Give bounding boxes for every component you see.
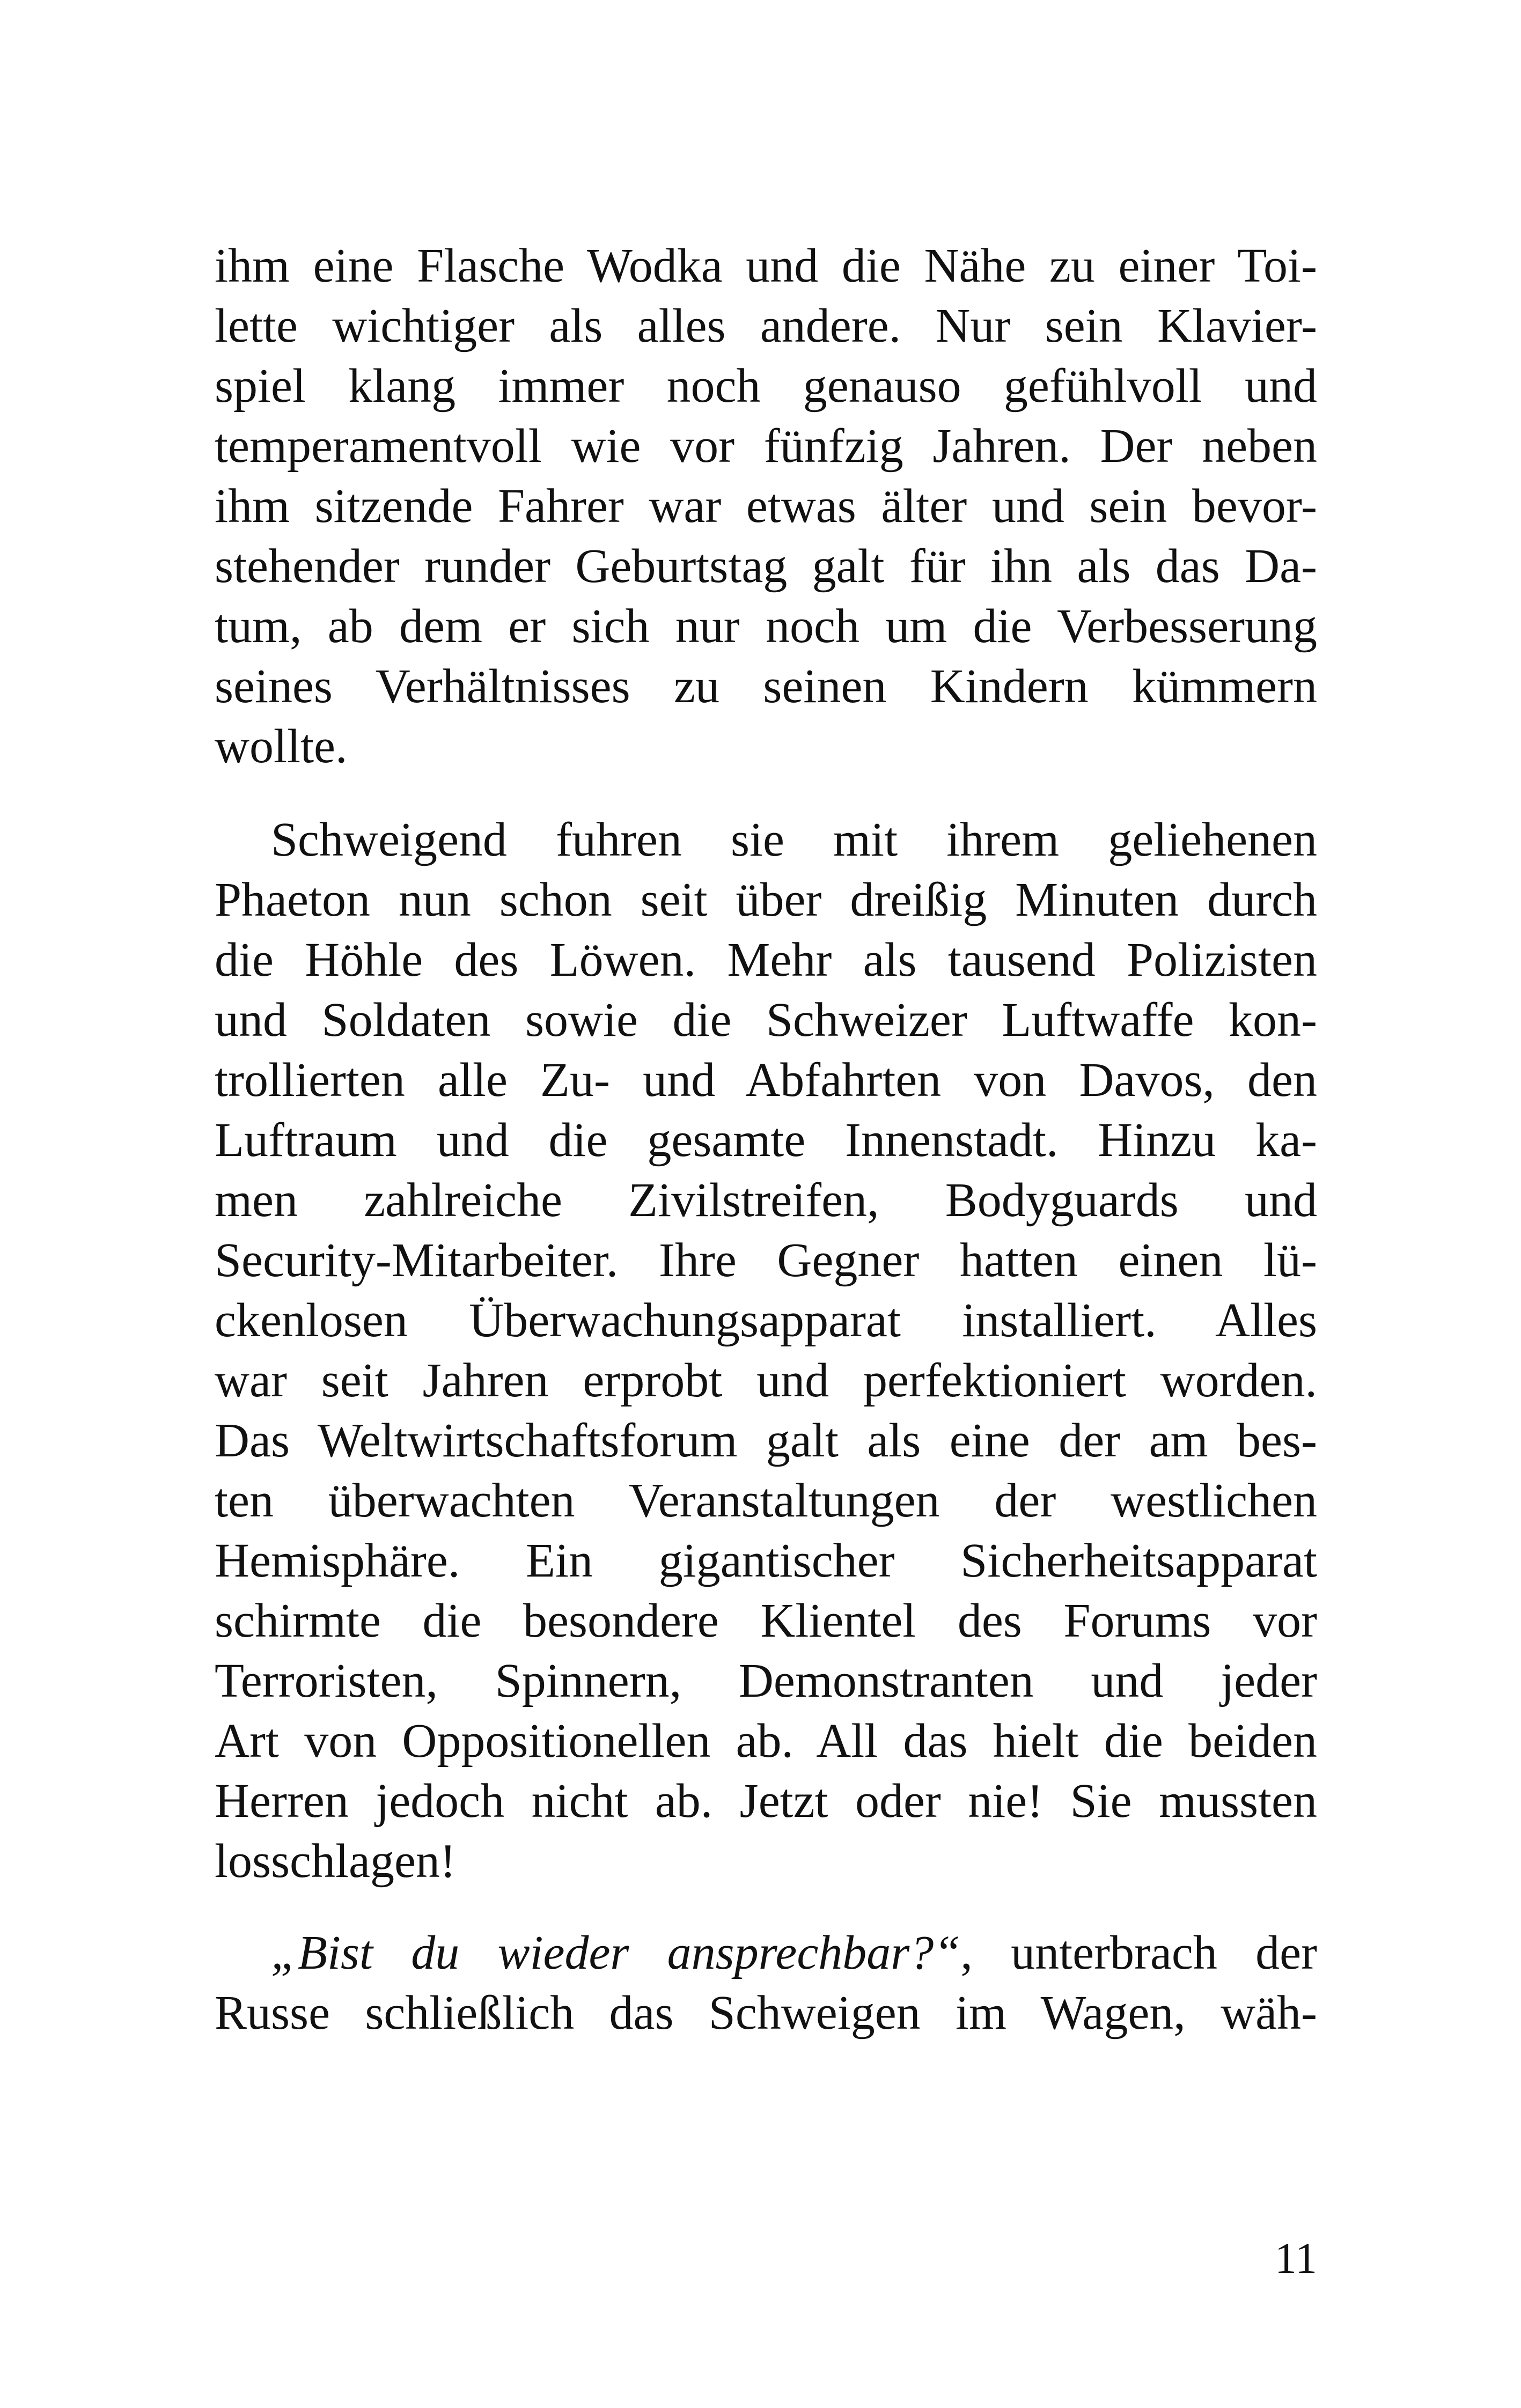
paragraph-2 (215, 810, 1317, 1891)
text-line: ten überwachten Veranstaltungen der westlichen (215, 1474, 1317, 1527)
text-line: tum, ab dem er sich nur noch um die Verbesserung (215, 600, 1317, 653)
text-line: men zahlreiche Zivilstreifen, Bodyguards und (215, 1174, 1317, 1227)
text-line: Das Weltwirtschaftsforum galt als eine der am bes- (215, 1414, 1317, 1467)
text-line: die Höhle des Löwen. Mehr als tausend Polizisten (215, 933, 1317, 986)
text-line: Herren jedoch nicht ab. Jetzt oder nie! Sie mussten (215, 1774, 1317, 1828)
text-line: Terroristen, Spinnern, Demonstranten und jeder (215, 1654, 1317, 1707)
text-line: ihm sitzende Fahrer war etwas älter und sein bevor- (215, 480, 1317, 533)
text-line: losschlagen! (215, 1835, 456, 1888)
text-line: Schweigend fuhren sie mit ihrem geliehenen (271, 813, 1317, 866)
text-line: und Soldaten sowie die Schweizer Luftwaffe kon- (215, 993, 1317, 1047)
text-line: ckenlosen Überwachungsapparat installiert. Alles (215, 1294, 1317, 1347)
text-line: spiel klang immer noch genauso gefühlvoll und (215, 359, 1317, 413)
text-line: Security-Mitarbeiter. Ihre Gegner hatten einen lü- (215, 1234, 1317, 1287)
text-line: wollte. (215, 720, 348, 773)
text-line: lette wichtiger als alles andere. Nur sein Klavier- (215, 299, 1317, 352)
text-line: Phaeton nun schon seit über dreißig Minuten durch (215, 873, 1317, 926)
text-line: stehender runder Geburtstag galt für ihn als das Da- (215, 540, 1317, 593)
text-line: trollierten alle Zu- und Abfahrten von Davos, den (215, 1054, 1317, 1107)
text-line: Russe schließlich das Schweigen im Wagen, wäh- (215, 1986, 1317, 2039)
text-line: schirmte die besondere Klientel des Forums vor (215, 1594, 1317, 1647)
page-number: 11 (1275, 2234, 1317, 2282)
text-line (215, 1923, 1317, 1983)
text-fragment: , unterbrach der (960, 1926, 1317, 1979)
text-line: Luftraum und die gesamte Innenstadt. Hinzu ka- (215, 1114, 1317, 1167)
text-line: ihm eine Flasche Wodka und die Nähe zu einer Toi- (215, 239, 1317, 292)
paragraph-3 (215, 1923, 1317, 2043)
text-line: seines Verhältnisses zu seinen Kindern kümmern (215, 660, 1317, 713)
text-line: temperamentvoll wie vor fünfzig Jahren. Der neben (215, 419, 1317, 473)
text-line: Art von Oppositionellen ab. All das hielt die beiden (215, 1714, 1317, 1768)
quoted-speech: „Bist du wieder ansprechbar?“ (271, 1926, 961, 1979)
text-line: war seit Jahren erprobt und perfektioniert worden. (215, 1354, 1317, 1407)
text-line: Hemisphäre. Ein gigantischer Sicherheitsapparat (215, 1534, 1317, 1587)
paragraph-1 (215, 236, 1317, 777)
